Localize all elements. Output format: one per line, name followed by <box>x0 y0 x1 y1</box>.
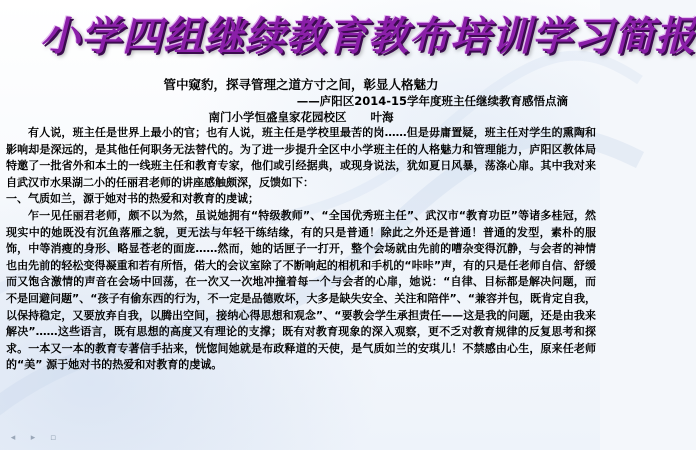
article-author: 南门小学恒盛皇家花园校区 叶海 <box>208 110 394 124</box>
prev-slide-icon[interactable]: ◂ <box>10 433 16 443</box>
next-slide-icon[interactable]: ▸ <box>30 433 36 443</box>
slide-navigation <box>6 432 60 444</box>
article-subtitle: ——庐阳区2014-15学年度班主任继续教育感悟点滴 <box>296 94 568 108</box>
banner-title: 小学四组继续教育教布培训学习简报 <box>40 13 696 60</box>
paragraph-main: 乍一见任丽君老师，颇不以为然，虽说她拥有“特级教师”、“全国优秀班主任”、武汉市“教育功臣”等诸多桂冠，然现实中的她既没有沉鱼落雁之貌，更无法与年轻干练结缘，有的只是普通！除此之外还是普通！普通的发型，素朴的服饰，中等消瘦的身形、略显苍老的面庞……然而，她的话匣子一打开，整个会场就由先前的嘈杂变得沉静，与会者的神情也由先前的轻松变得凝重和若有所悟，偌大的会议室除了不断响起的相机和手机的“咔咔”声，有的只是任老师自信、舒缓而又饱含激情的声音在会场中回荡，在一次又一次地冲撞着每一个与会者的心扉，她说：“自律、目标都是解决问题，而不是回避问题”、“孩子有偷东西的行为，不一定是品德败坏，大多是缺失安全、关注和陪伴”、“兼容并包，既肯定自我，以保持稳定，又要放弃自我，以腾出空间，接纳心得思想和观念”、“要教会学生承担责任——这是我的问题，还是由我来解决”……这些语言，既有思想的高度又有理论的支撑；既有对教育现象的深入观察，更不乏对教育规律的反复思考和探求。一本又一本的教育专著信手拈来，恍惚间她就是布政释道的天使，是气质如兰的安琪儿！不禁感由心生，原来任老师的“美” 源于她对书的热爱和对教育的虔诚。 <box>6 208 596 372</box>
section-heading: 一、气质如兰，源于她对书的热爱和对教育的虔诚； <box>6 192 259 206</box>
article-headline: 管中窥豹，探寻管理之道方寸之间，彰显人格魅力 <box>163 77 439 92</box>
article-body <box>6 125 596 374</box>
article <box>6 76 596 448</box>
paragraph-intro: 有人说，班主任是世界上最小的官；也有人说，班主任是学校里最苦的岗……但是毋庸置疑，班主任对学生的熏陶和影响却是深远的，是其他任何职务无法替代的。为了进一步提升全区中小学班主任的人格魅力和管理能力，庐阳区教体局特邀了一批省外和本土的一线班主任和教育专家，他们或引经据典，或现身说法，犹如夏日风暴，荡涤心扉。其中我对来自武汉市水果湖二小的任丽君老师的讲座感触颇深，反馈如下： <box>6 126 596 189</box>
slide-menu-icon[interactable]: ▫ <box>49 433 57 443</box>
